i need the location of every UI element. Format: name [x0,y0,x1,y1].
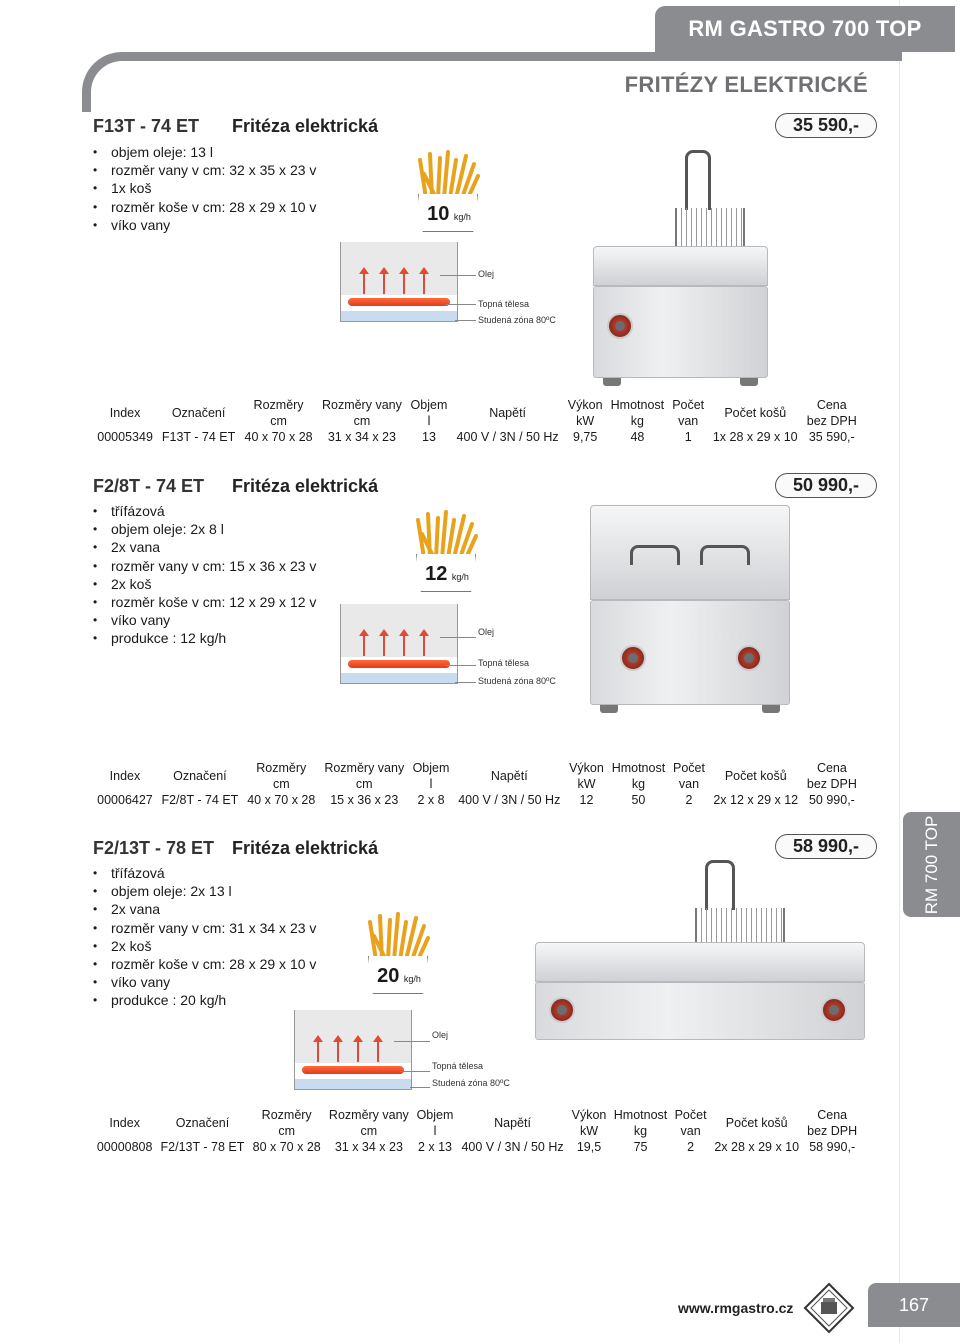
price-badge: 50 990,- [775,473,877,498]
legend-oil: Olej [478,269,495,279]
legend-line [445,665,476,666]
col-pocet: Počet [674,1108,707,1122]
cell-vykon: 19,5 [576,1140,602,1154]
feature-list [93,864,316,1010]
cold-zone-area [341,311,457,321]
unit-cena: bez DPH [806,414,857,428]
company-logo-icon [803,1282,855,1334]
cell-napeti: 400 V / 3N / 50 Hz [458,793,561,807]
legend-line [445,304,476,305]
legend-cold-zone: Studená zóna 80ºC [478,315,556,325]
feature-item: • produkce : 12 kg/h [93,629,316,647]
cell-index: 00006427 [97,793,153,807]
product-photo [590,505,790,705]
col-pocet: Počet [673,761,705,775]
capacity-label [418,203,480,226]
legend-oil: Olej [432,1030,449,1040]
unit-rozmery: cm [272,777,290,791]
cell-napeti: 400 V / 3N / 50 Hz [461,1140,564,1154]
cell-rozmery: 80 x 70 x 28 [252,1140,321,1154]
cold-zone-area [295,1079,411,1089]
unit-vykon: kW [579,1124,599,1138]
unit-rozmery-vany: cm [353,414,371,428]
feature-item: • rozměr koše v cm: 28 x 29 x 10 v [93,955,316,973]
col-oznaceni: Označení [171,406,226,420]
col-rozmery-vany: Rozměry vany [328,1108,409,1122]
cell-pocet-kosu: 2x 12 x 29 x 12 [713,793,799,807]
heating-element [302,1066,404,1074]
product-name: Fritéza elektrická [232,838,379,858]
feature-item: • rozměr vany v cm: 31 x 34 x 23 v [93,919,316,937]
feature-item: • víko vany [93,973,316,991]
heat-arrow-icon [377,1040,379,1062]
capacity-label [368,965,430,988]
feature-item: • víko vany [93,216,316,234]
legend-line [410,1087,430,1088]
legend-oil: Olej [478,627,495,637]
col-vykon: Výkon [569,761,604,775]
col-napeti: Napětí [494,1116,531,1130]
cell-cena: 50 990,- [808,793,855,807]
legend-cold-zone: Studená zóna 80ºC [432,1078,510,1088]
unit-cena: bez DPH [806,777,857,791]
unit-rozmery-vany: cm [355,777,373,791]
fries-icon [362,912,437,962]
capacity-value: 20 [377,965,400,987]
control-knob-icon [549,997,575,1023]
table-row [93,1139,861,1156]
unit-vykon: kW [576,414,595,428]
heating-element [348,660,450,668]
capacity-value: 12 [425,563,448,585]
website-link[interactable]: www.rmgastro.cz [678,1300,794,1316]
product-code: F2/13T - 78 ET [93,838,215,858]
col-rozmery-vany: Rozměry vany [324,761,405,775]
control-knob-icon [607,313,633,339]
unit-pocet: van [678,777,700,791]
unit-objem: l [433,1124,437,1138]
capacity-unit: kg/h [451,572,469,582]
unit-pocet: van [680,1124,701,1138]
feature-item: • víko vany [93,611,316,629]
heat-arrow-icon [403,634,405,656]
heat-arrow-icon [357,1040,359,1062]
basket [675,208,745,250]
col-vykon: Výkon [571,1108,607,1122]
heat-arrow-icon [363,634,365,656]
col-pocet-kosu: Počet košů [724,406,787,420]
product-photo [593,150,768,378]
basket-handle [685,150,711,210]
fryer-foot [603,378,621,386]
col-objem: Objem [412,761,450,775]
table-row [93,792,861,809]
cell-objem: 2 x 8 [417,793,445,807]
col-napeti: Napětí [489,406,527,420]
legend-line [455,320,476,321]
unit-hmotnost: kg [633,1124,648,1138]
capacity-label [416,563,478,586]
basket-handle [630,545,680,565]
cell-oznaceni: F13T - 74 ET [161,430,236,444]
basket-handle [700,545,750,565]
unit-vykon: kW [577,777,596,791]
cell-rozmery-vany: 31 x 34 x 23 [334,1140,403,1154]
fries-capacity-icon [362,912,437,994]
product-code: F2/8T - 74 ET [93,476,205,496]
col-objem: Objem [410,398,448,412]
cell-napeti: 400 V / 3N / 50 Hz [456,430,559,444]
col-objem: Objem [416,1108,454,1122]
cell-pocet-van: 2 [687,1140,695,1154]
heat-arrow-icon [383,634,385,656]
fries-icon [412,150,487,200]
basket-handle [705,860,735,910]
fries-capacity-icon [410,510,485,592]
col-hmotnost: Hmotnost [613,1108,668,1122]
brand-banner [655,6,955,52]
feature-item: • objem oleje: 13 l [93,143,316,161]
col-pocet-kosu: Počet košů [725,1116,788,1130]
col-napeti: Napětí [490,769,528,783]
col-rozmery: Rozměry [261,1108,312,1122]
cell-vykon: 9,75 [573,430,598,444]
capacity-unit: kg/h [403,974,421,984]
capacity-unit: kg/h [453,212,471,222]
feature-item: • rozměr vany v cm: 15 x 36 x 23 v [93,557,316,575]
legend-cold-zone: Studená zóna 80ºC [478,676,556,686]
heat-arrow-icon [423,634,425,656]
col-index: Index [109,406,141,420]
legend-heater: Topná tělesa [478,299,530,309]
legend-heater: Topná tělesa [432,1061,484,1071]
unit-pocet: van [678,414,699,428]
feature-item: • 2x koš [93,575,316,593]
feature-item: • objem oleje: 2x 13 l [93,882,316,900]
feature-item: • 1x koš [93,179,316,197]
col-cena: Cena [816,398,847,412]
cell-objem: 2 x 13 [417,1140,453,1154]
col-index: Index [109,769,141,783]
unit-cena: bez DPH [807,1124,858,1138]
unit-objem: l [427,414,431,428]
fryer-foot [600,705,618,713]
unit-rozmery: cm [278,1124,296,1138]
top-plate [593,246,768,286]
control-knob-icon [736,645,762,671]
col-cena: Cena [817,1108,848,1122]
col-hmotnost: Hmotnost [611,761,666,775]
spec-table [93,397,861,446]
product-name: Fritéza elektrická [232,476,379,496]
heat-arrow-icon [403,272,405,294]
legend-line [440,275,476,276]
feature-item: • rozměr koše v cm: 12 x 29 x 12 v [93,593,316,611]
capacity-value: 10 [427,203,450,225]
fryer-foot [740,378,758,386]
tank-diagram [340,242,458,322]
fries-capacity-icon [412,150,487,232]
cell-objem: 13 [422,430,436,444]
side-tab [903,812,960,917]
col-rozmery: Rozměry [256,761,307,775]
cell-vykon: 12 [579,793,594,807]
col-hmotnost: Hmotnost [610,398,665,412]
product-photo [535,860,865,1040]
legend-line [455,682,476,683]
feature-item: • 2x vana [93,900,316,918]
cell-cena: 58 990,- [809,1140,856,1154]
col-rozmery: Rozměry [253,398,304,412]
fries-icon [410,510,485,560]
unit-hmotnost: kg [631,777,646,791]
col-pocet-kosu: Počet košů [724,769,787,783]
col-vykon: Výkon [567,398,603,412]
legend-heater: Topná tělesa [478,658,530,668]
cell-rozmery: 40 x 70 x 28 [247,793,316,807]
spec-table [93,760,861,809]
unit-hmotnost: kg [630,414,644,428]
col-oznaceni: Označení [173,769,227,783]
heat-arrow-icon [363,272,365,294]
fryer-body [535,982,865,1040]
brand-title: RM GASTRO 700 TOP [688,16,922,41]
unit-rozmery-vany: cm [360,1124,378,1138]
category-title: FRITÉZY ELEKTRICKÉ [624,72,868,97]
cell-pocet-kosu: 2x 28 x 29 x 10 [714,1140,800,1154]
cell-cena: 35 590,- [808,430,855,444]
cell-pocet-kosu: 1x 28 x 29 x 10 [712,430,798,444]
price-badge: 58 990,- [775,834,877,859]
feature-item: • rozměr koše v cm: 28 x 29 x 10 v [93,198,316,216]
legend-line [394,1041,430,1042]
unit-objem: l [429,777,433,791]
cell-oznaceni: F2/8T - 74 ET [161,793,239,807]
feature-list [93,143,316,234]
product-code: F13T - 74 ET [93,116,200,136]
col-pocet: Počet [672,398,705,412]
cell-pocet-van: 2 [685,793,693,807]
unit-rozmery: cm [270,414,287,428]
control-knob-icon [620,645,646,671]
spec-table [93,1107,861,1156]
feature-item: • 2x koš [93,937,316,955]
tank-diagram [294,1010,412,1090]
legend-line [440,637,476,638]
cell-index: 00005349 [97,430,153,444]
heat-arrow-icon [337,1040,339,1062]
product-name: Fritéza elektrická [232,116,379,136]
feature-item: • objem oleje: 2x 8 l [93,520,316,538]
heat-arrow-icon [383,272,385,294]
side-tab-label: RM 700 TOP [921,815,941,914]
col-cena: Cena [816,761,847,775]
page-number: 167 [868,1283,960,1327]
cell-rozmery-vany: 31 x 34 x 23 [327,430,396,444]
cell-oznaceni: F2/13T - 78 ET [160,1140,245,1154]
feature-list [93,502,316,648]
cell-index: 00000808 [96,1140,153,1154]
fryer-foot [762,705,780,713]
top-plate [590,505,790,600]
heating-element [348,298,450,306]
col-rozmery-vany: Rozměry vany [321,398,402,412]
col-oznaceni: Označení [175,1116,230,1130]
cell-pocet-van: 1 [684,430,692,444]
heat-arrow-icon [423,272,425,294]
cell-hmotnost: 75 [633,1140,648,1154]
cell-hmotnost: 50 [631,793,646,807]
feature-item: • rozměr vany v cm: 32 x 35 x 23 v [93,161,316,179]
table-row [93,429,861,446]
legend-line [400,1071,430,1072]
feature-item: • třífázová [93,502,316,520]
cell-rozmery: 40 x 70 x 28 [244,430,313,444]
feature-item: • produkce : 20 kg/h [93,991,316,1009]
feature-item: • třífázová [93,864,316,882]
heat-arrow-icon [317,1040,319,1062]
cell-rozmery-vany: 15 x 36 x 23 [330,793,399,807]
cell-hmotnost: 48 [630,430,645,444]
feature-item: • 2x vana [93,538,316,556]
control-knob-icon [821,997,847,1023]
col-index: Index [109,1116,140,1130]
top-plate [535,942,865,982]
cold-zone-area [341,673,457,683]
tank-diagram [340,604,458,684]
price-badge: 35 590,- [775,113,877,138]
